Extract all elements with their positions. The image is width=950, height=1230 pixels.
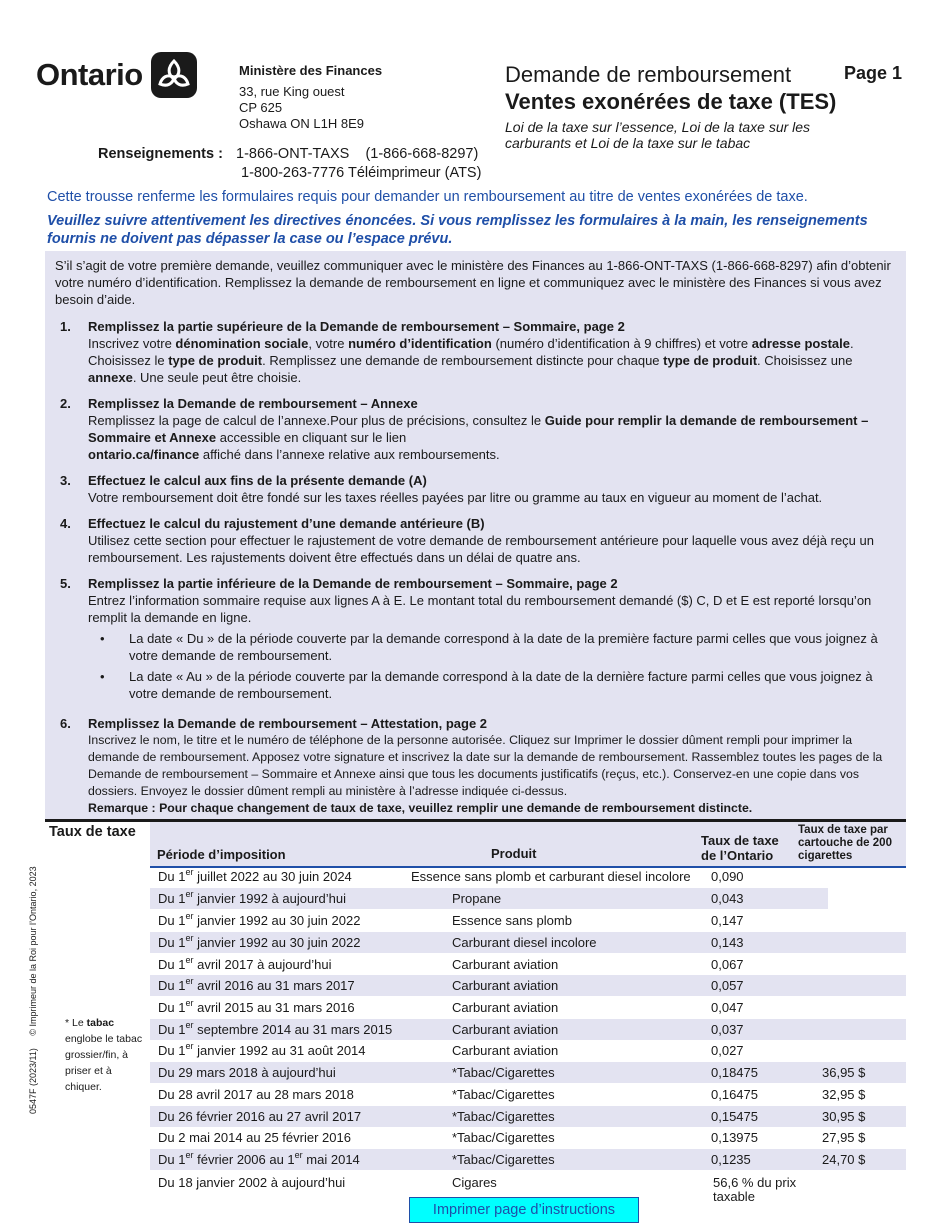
intro-line: Cette trousse renferme les formulaires requis pour demander un remboursement au titre de ventes exonérées de taxe. — [47, 189, 808, 205]
cell-period: Du 1er janvier 1992 au 30 juin 2022 — [158, 911, 361, 928]
cell-product: *Tabac/Cigarettes — [452, 1130, 555, 1145]
cell-period: Du 1er janvier 1992 au 31 août 2014 — [158, 1041, 366, 1058]
step-number: 2. — [60, 396, 71, 411]
cell-ontario-rate: 56,6 % du prix taxable — [713, 1175, 797, 1204]
step-heading: Remplissez la Demande de remboursement – Annexe — [88, 396, 418, 411]
step-text: Utilisez cette section pour effectuer le rajustement de votre demande de remboursement antérieure pour laquelle vous avez déjà reçu un remboursement. Les rajustements doivent être effectués dans un délai de quatre ans. — [88, 533, 874, 565]
step-heading: Effectuez le calcul du rajustement d’une demande antérieure (B) — [88, 516, 485, 531]
cell-period: Du 1er février 2006 au 1er mai 2014 — [158, 1150, 360, 1167]
table-row — [150, 1172, 906, 1204]
step-number: 6. — [60, 716, 71, 731]
table-row — [150, 1062, 906, 1083]
cell-carton-rate: 30,95 $ — [822, 1109, 866, 1124]
bullet-item: • La date « Au » de la période couverte par la demande correspond à la date de la dernière facture parmi celles que vous joignez à votre demande de remboursement. — [100, 669, 873, 701]
ministry-name: Ministère des Finances — [239, 63, 383, 78]
cell-product: Carburant aviation — [452, 978, 559, 993]
title-line-1: Demande de remboursement — [505, 62, 792, 87]
step-number: 4. — [60, 516, 71, 531]
table-row — [150, 954, 906, 975]
cell-period: Du 28 avril 2017 au 28 mars 2018 — [158, 1087, 354, 1102]
cell-carton-rate: 36,95 $ — [822, 1065, 866, 1080]
step-text: Votre remboursement doit être fondé sur les taxes réelles payées par litre ou gramme au taux en vigueur au moment de l’achat. — [88, 490, 823, 505]
cell-ontario-rate: 0,18475 — [711, 1065, 758, 1080]
logo-wordmark: Ontario — [36, 57, 143, 92]
step-text: Entrez l’information sommaire requise aux lignes A à E. Le montant total du remboursement demandé ($) C, D et E est reporté lorsqu’on remplit la demande en ligne. — [88, 593, 872, 625]
cell-product: *Tabac/Cigarettes — [452, 1087, 555, 1102]
cell-product: Essence sans plomb et carburant diesel incolore — [411, 869, 691, 884]
step-6 — [55, 715, 896, 817]
step-heading: Remplissez la partie inférieure de la Demande de remboursement – Sommaire, page 2 — [88, 576, 618, 591]
cell-product: Carburant aviation — [452, 1000, 559, 1015]
step-4 — [55, 515, 896, 566]
address-line: CP 625 — [239, 100, 283, 115]
tobacco-note: * Le tabac englobe le tabac grossier/fin, à priser et à chiquer. — [65, 1017, 143, 1093]
cell-ontario-rate: 0,067 — [711, 957, 744, 972]
instructions-box — [45, 251, 906, 819]
finance-link[interactable]: ontario.ca/finance — [88, 447, 200, 462]
intro-text — [47, 188, 917, 248]
bullet-item: • La date « Du » de la période couverte par la demande correspond à la date de la première facture parmi celles que vous joignez à votre demande de remboursement. — [100, 631, 878, 663]
column-header-product: Produit — [491, 846, 537, 861]
cell-ontario-rate: 0,047 — [711, 1000, 744, 1015]
column-header-period: Période d’imposition — [157, 847, 286, 862]
table-row — [150, 910, 906, 931]
table-row — [150, 1040, 906, 1061]
cell-carton-rate: 24,70 $ — [822, 1152, 866, 1167]
page-number: Page 1 — [844, 63, 903, 83]
table-row — [150, 975, 906, 996]
ministry-address — [239, 63, 382, 132]
cell-product: Carburant diesel incolore — [452, 935, 597, 950]
table-row — [150, 888, 828, 909]
step-5 — [55, 575, 896, 706]
cell-ontario-rate: 0,043 — [711, 891, 744, 906]
cell-ontario-rate: 0,15475 — [711, 1109, 758, 1124]
cell-product: Cigares — [452, 1175, 497, 1190]
cell-period: Du 1er juillet 2022 au 30 juin 2024 — [158, 867, 352, 884]
cell-period: Du 1er janvier 1992 au 30 juin 2022 — [158, 933, 361, 950]
table-row — [150, 1084, 906, 1105]
table-row — [150, 1127, 906, 1148]
address-line: Oshawa ON L1H 8E9 — [239, 116, 365, 131]
cell-carton-rate: 32,95 $ — [822, 1087, 866, 1102]
step-number: 1. — [60, 319, 71, 334]
step-2 — [55, 395, 896, 463]
intro-emphasis: Veuillez suivre attentivement les directives énoncées. Si vous remplissez les formulaires à la main, les renseignements fournis ne doivent pas dépasser la case ou l’espace prévu. — [47, 213, 868, 247]
step-heading: Remplissez la partie supérieure de la Demande de remboursement – Sommaire, page 2 — [88, 319, 625, 334]
step-remark: Remarque : Pour chaque changement de taux de taxe, veuillez remplir une demande de remboursement distincte. — [88, 801, 753, 815]
step-heading: Remplissez la Demande de remboursement – Attestation, page 2 — [88, 716, 488, 731]
title-line-2: Ventes exonérées de taxe (TES) — [505, 89, 837, 114]
cell-product: Carburant aviation — [452, 1022, 559, 1037]
cell-period: Du 29 mars 2018 à aujourd’hui — [158, 1065, 336, 1080]
step-number: 5. — [60, 576, 71, 591]
table-row — [150, 866, 906, 887]
cell-period: Du 2 mai 2014 au 25 février 2016 — [158, 1130, 351, 1145]
cell-carton-rate: 27,95 $ — [822, 1130, 866, 1145]
cell-product: *Tabac/Cigarettes — [452, 1152, 555, 1167]
step-number: 3. — [60, 473, 71, 488]
cell-ontario-rate: 0,143 — [711, 935, 744, 950]
step-text: Inscrivez le nom, le titre et le numéro de téléphone de la personne autorisée. Cliquez sur Imprimer le dossier dûment rempli pour imprimer la demande de remboursement. Apposez votre signature et inscrivez la date sur la demande de remboursement. Rassemblez toutes les pages de la Demande de remboursement – Sommaire et Annexe ainsi que tous les documents justificatifs (reçus, etc.). Conservez-en une copie dans vos dossiers. Envoyez le dossier dûment rempli au ministère à l’adresse indiquée ci-dessus. — [88, 733, 883, 798]
table-row — [150, 997, 906, 1018]
cell-period: Du 1er avril 2015 au 31 mars 2016 — [158, 998, 355, 1015]
step-3 — [55, 472, 896, 506]
cell-period: Du 26 février 2016 au 27 avril 2017 — [158, 1109, 362, 1124]
table-row — [150, 1019, 906, 1040]
cell-product: Carburant aviation — [452, 1043, 559, 1058]
table-row — [150, 932, 906, 953]
cell-ontario-rate: 0,057 — [711, 978, 744, 993]
cell-period: Du 1er janvier 1992 à aujourd’hui — [158, 889, 346, 906]
step-heading: Effectuez le calcul aux fins de la présente demande (A) — [88, 473, 427, 488]
cell-ontario-rate: 0,037 — [711, 1022, 744, 1037]
contact-phone-1: 1-866-ONT-TAXS (1-866-668-8297) — [236, 146, 479, 162]
cell-product: Essence sans plomb — [452, 913, 572, 928]
tax-rates-title: Taux de taxe — [49, 824, 136, 840]
cell-product: Carburant aviation — [452, 957, 559, 972]
contact-label: Renseignements : — [98, 146, 223, 162]
table-row — [150, 1149, 906, 1170]
instructions-lead: S’il s’agit de votre première demande, veuillez communiquer avec le ministère des Finances au 1-866-ONT-TAXS (1-866-668-8297) afin d’obtenir votre numéro d’identification. Remplissez la demande de remboursement en ligne et communiquez avec le ministère des Finances si vous avez besoin d’aide. — [55, 258, 891, 307]
table-header — [150, 822, 906, 868]
cell-ontario-rate: 0,147 — [711, 913, 744, 928]
cell-product: Propane — [452, 891, 502, 906]
cell-ontario-rate: 0,090 — [711, 869, 744, 884]
title-subtitle: Loi de la taxe sur l’essence, Loi de la taxe sur les carburants et Loi de la taxe sur le tabac — [505, 119, 811, 151]
column-header-carton-rate: Taux de taxe par cartouche de 200 cigarettes — [798, 824, 892, 862]
ontario-logo — [36, 52, 197, 98]
cell-ontario-rate: 0,027 — [711, 1043, 744, 1058]
cell-product: *Tabac/Cigarettes — [452, 1109, 555, 1124]
cell-period: Du 18 janvier 2002 à aujourd’hui — [158, 1175, 346, 1190]
cell-product: *Tabac/Cigarettes — [452, 1065, 555, 1080]
contact-phone-2: 1-800-263-7776 Téléimprimeur (ATS) — [241, 165, 482, 181]
cell-period: Du 1er avril 2017 à aujourd’hui — [158, 955, 332, 972]
table-row — [150, 1106, 906, 1127]
cell-ontario-rate: 0,13975 — [711, 1130, 758, 1145]
step-1 — [55, 318, 896, 386]
print-instructions-button[interactable]: Imprimer page d’instructions — [409, 1197, 639, 1223]
cell-ontario-rate: 0,1235 — [711, 1152, 751, 1167]
step-text: Remplissez la page de calcul de l’annexe.Pour plus de précisions, consultez le Guide pour remplir la demande de remboursement – Sommaire et Annexe accessible en cliquant sur le lien ontario.ca/finance affiché dans l’annexe relative aux remboursements. — [88, 413, 869, 462]
address-line: 33, rue King ouest — [239, 84, 345, 99]
cell-period: Du 1er avril 2016 au 31 mars 2017 — [158, 976, 355, 993]
column-header-ontario-rate: Taux de taxe de l’Ontario — [701, 833, 779, 863]
contact-info — [98, 145, 481, 183]
step-text: Inscrivez votre dénomination sociale, votre numéro d’identification (numéro d’identification à 9 chiffres) et votre adresse postale. Choisissez le type de produit. Remplissez une demande de remboursement distincte pour chaque type de produit. Choisissez une annexe. Une seule peut être choisie. — [88, 336, 854, 385]
form-code: 0547F (2023/11) © Imprimeur de la Roi pour l’Ontario, 2023 — [28, 866, 38, 1114]
cell-ontario-rate: 0,16475 — [711, 1087, 758, 1102]
cell-period: Du 1er septembre 2014 au 31 mars 2015 — [158, 1020, 393, 1037]
trillium-icon — [151, 52, 197, 98]
